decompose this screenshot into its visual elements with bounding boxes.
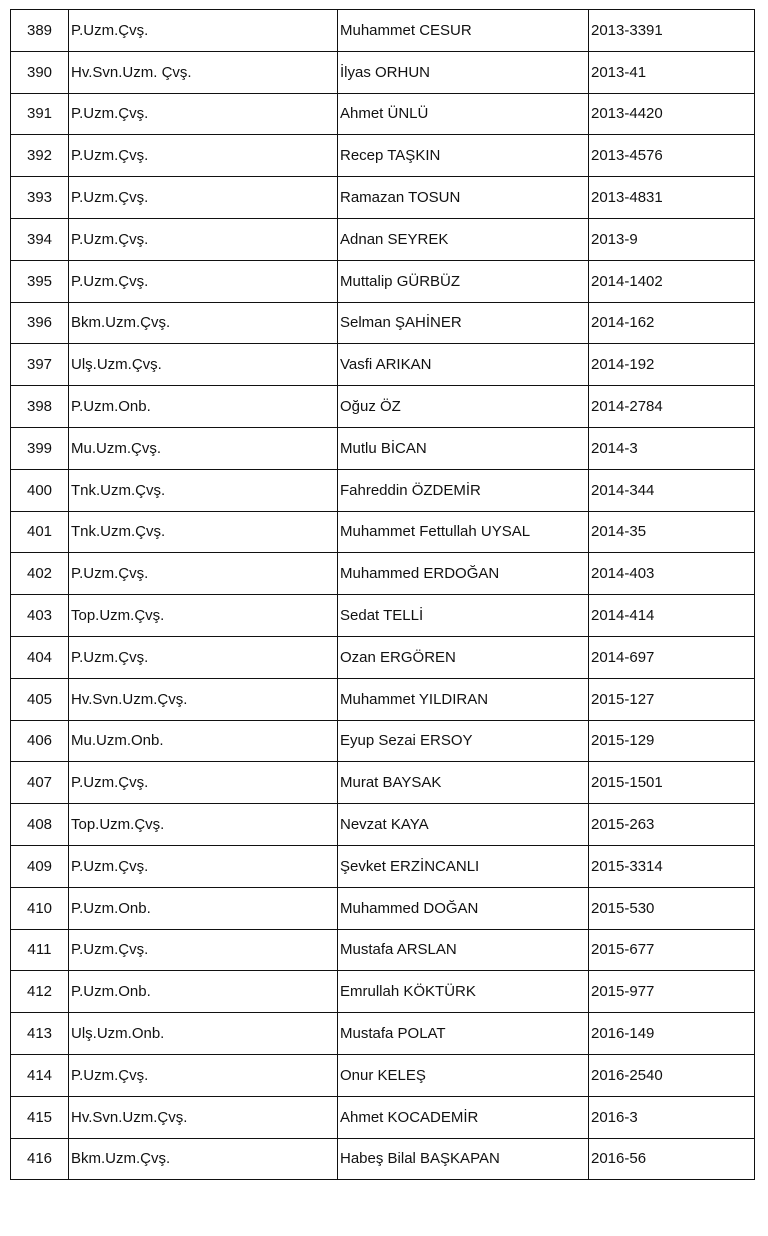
table-row bbox=[11, 553, 755, 595]
rank-cell: Mu.Uzm.Çvş. bbox=[69, 427, 338, 469]
row-number-cell: 410 bbox=[11, 887, 69, 929]
registry-id-cell: 2014-162 bbox=[589, 302, 755, 344]
row-number-cell: 394 bbox=[11, 218, 69, 260]
personnel-table bbox=[10, 9, 755, 1180]
row-number-cell: 416 bbox=[11, 1138, 69, 1180]
row-number-cell: 392 bbox=[11, 135, 69, 177]
row-number-cell: 411 bbox=[11, 929, 69, 971]
table-row bbox=[11, 177, 755, 219]
row-number-cell: 404 bbox=[11, 636, 69, 678]
rank-cell: Bkm.Uzm.Çvş. bbox=[69, 1138, 338, 1180]
rank-cell: P.Uzm.Çvş. bbox=[69, 929, 338, 971]
name-cell: Ozan ERGÖREN bbox=[338, 636, 589, 678]
table-row bbox=[11, 636, 755, 678]
name-cell: Selman ŞAHİNER bbox=[338, 302, 589, 344]
table-row bbox=[11, 427, 755, 469]
registry-id-cell: 2013-41 bbox=[589, 51, 755, 93]
rank-cell: Hv.Svn.Uzm. Çvş. bbox=[69, 51, 338, 93]
table-row bbox=[11, 10, 755, 52]
rank-cell: Bkm.Uzm.Çvş. bbox=[69, 302, 338, 344]
rank-cell: P.Uzm.Çvş. bbox=[69, 177, 338, 219]
name-cell: Recep TAŞKIN bbox=[338, 135, 589, 177]
name-cell: Muhammed DOĞAN bbox=[338, 887, 589, 929]
rank-cell: P.Uzm.Çvş. bbox=[69, 93, 338, 135]
table-row bbox=[11, 386, 755, 428]
rank-cell: P.Uzm.Çvş. bbox=[69, 636, 338, 678]
registry-id-cell: 2013-4831 bbox=[589, 177, 755, 219]
rank-cell: P.Uzm.Çvş. bbox=[69, 553, 338, 595]
registry-id-cell: 2013-9 bbox=[589, 218, 755, 260]
name-cell: Ahmet ÜNLÜ bbox=[338, 93, 589, 135]
name-cell: Murat BAYSAK bbox=[338, 762, 589, 804]
row-number-cell: 412 bbox=[11, 971, 69, 1013]
registry-id-cell: 2015-3314 bbox=[589, 845, 755, 887]
registry-id-cell: 2015-977 bbox=[589, 971, 755, 1013]
row-number-cell: 401 bbox=[11, 511, 69, 553]
table-row bbox=[11, 929, 755, 971]
row-number-cell: 414 bbox=[11, 1054, 69, 1096]
registry-id-cell: 2016-56 bbox=[589, 1138, 755, 1180]
name-cell: Vasfi ARIKAN bbox=[338, 344, 589, 386]
table-row bbox=[11, 1013, 755, 1055]
registry-id-cell: 2014-1402 bbox=[589, 260, 755, 302]
table-row bbox=[11, 135, 755, 177]
name-cell: Şevket ERZİNCANLI bbox=[338, 845, 589, 887]
rank-cell: Tnk.Uzm.Çvş. bbox=[69, 511, 338, 553]
name-cell: Emrullah KÖKTÜRK bbox=[338, 971, 589, 1013]
name-cell: Muttalip GÜRBÜZ bbox=[338, 260, 589, 302]
row-number-cell: 396 bbox=[11, 302, 69, 344]
row-number-cell: 403 bbox=[11, 595, 69, 637]
rank-cell: P.Uzm.Çvş. bbox=[69, 845, 338, 887]
personnel-list-page bbox=[10, 9, 754, 1180]
row-number-cell: 395 bbox=[11, 260, 69, 302]
table-row bbox=[11, 1096, 755, 1138]
registry-id-cell: 2015-677 bbox=[589, 929, 755, 971]
row-number-cell: 391 bbox=[11, 93, 69, 135]
row-number-cell: 390 bbox=[11, 51, 69, 93]
registry-id-cell: 2015-263 bbox=[589, 804, 755, 846]
row-number-cell: 402 bbox=[11, 553, 69, 595]
row-number-cell: 407 bbox=[11, 762, 69, 804]
table-row bbox=[11, 1054, 755, 1096]
table-row bbox=[11, 804, 755, 846]
registry-id-cell: 2014-344 bbox=[589, 469, 755, 511]
table-row bbox=[11, 595, 755, 637]
name-cell: Onur KELEŞ bbox=[338, 1054, 589, 1096]
registry-id-cell: 2016-2540 bbox=[589, 1054, 755, 1096]
registry-id-cell: 2013-4420 bbox=[589, 93, 755, 135]
rank-cell: P.Uzm.Onb. bbox=[69, 887, 338, 929]
rank-cell: Top.Uzm.Çvş. bbox=[69, 804, 338, 846]
name-cell: Ahmet KOCADEMİR bbox=[338, 1096, 589, 1138]
registry-id-cell: 2014-697 bbox=[589, 636, 755, 678]
registry-id-cell: 2014-403 bbox=[589, 553, 755, 595]
rank-cell: Ulş.Uzm.Çvş. bbox=[69, 344, 338, 386]
registry-id-cell: 2014-3 bbox=[589, 427, 755, 469]
name-cell: Fahreddin ÖZDEMİR bbox=[338, 469, 589, 511]
row-number-cell: 397 bbox=[11, 344, 69, 386]
rank-cell: P.Uzm.Çvş. bbox=[69, 762, 338, 804]
row-number-cell: 409 bbox=[11, 845, 69, 887]
rank-cell: Hv.Svn.Uzm.Çvş. bbox=[69, 678, 338, 720]
table-row bbox=[11, 344, 755, 386]
table-row bbox=[11, 51, 755, 93]
table-row bbox=[11, 845, 755, 887]
rank-cell: P.Uzm.Çvş. bbox=[69, 10, 338, 52]
row-number-cell: 399 bbox=[11, 427, 69, 469]
registry-id-cell: 2015-129 bbox=[589, 720, 755, 762]
name-cell: Habeş Bilal BAŞKAPAN bbox=[338, 1138, 589, 1180]
rank-cell: P.Uzm.Çvş. bbox=[69, 260, 338, 302]
rank-cell: Ulş.Uzm.Onb. bbox=[69, 1013, 338, 1055]
table-row bbox=[11, 469, 755, 511]
name-cell: Nevzat KAYA bbox=[338, 804, 589, 846]
registry-id-cell: 2015-127 bbox=[589, 678, 755, 720]
row-number-cell: 408 bbox=[11, 804, 69, 846]
rank-cell: Top.Uzm.Çvş. bbox=[69, 595, 338, 637]
row-number-cell: 393 bbox=[11, 177, 69, 219]
table-row bbox=[11, 678, 755, 720]
name-cell: Muhammet YILDIRAN bbox=[338, 678, 589, 720]
table-row bbox=[11, 218, 755, 260]
registry-id-cell: 2014-35 bbox=[589, 511, 755, 553]
table-row bbox=[11, 887, 755, 929]
table-row bbox=[11, 260, 755, 302]
table-row bbox=[11, 93, 755, 135]
registry-id-cell: 2013-4576 bbox=[589, 135, 755, 177]
row-number-cell: 389 bbox=[11, 10, 69, 52]
registry-id-cell: 2013-3391 bbox=[589, 10, 755, 52]
name-cell: Muhammet CESUR bbox=[338, 10, 589, 52]
registry-id-cell: 2014-2784 bbox=[589, 386, 755, 428]
registry-id-cell: 2014-192 bbox=[589, 344, 755, 386]
name-cell: Eyup Sezai ERSOY bbox=[338, 720, 589, 762]
name-cell: Adnan SEYREK bbox=[338, 218, 589, 260]
name-cell: Mustafa POLAT bbox=[338, 1013, 589, 1055]
name-cell: Oğuz ÖZ bbox=[338, 386, 589, 428]
rank-cell: P.Uzm.Çvş. bbox=[69, 135, 338, 177]
rank-cell: Tnk.Uzm.Çvş. bbox=[69, 469, 338, 511]
registry-id-cell: 2015-1501 bbox=[589, 762, 755, 804]
row-number-cell: 400 bbox=[11, 469, 69, 511]
name-cell: Ramazan TOSUN bbox=[338, 177, 589, 219]
rank-cell: Mu.Uzm.Onb. bbox=[69, 720, 338, 762]
rank-cell: P.Uzm.Onb. bbox=[69, 971, 338, 1013]
row-number-cell: 413 bbox=[11, 1013, 69, 1055]
table-body bbox=[11, 10, 755, 1180]
table-row bbox=[11, 302, 755, 344]
name-cell: Muhammet Fettullah UYSAL bbox=[338, 511, 589, 553]
registry-id-cell: 2016-149 bbox=[589, 1013, 755, 1055]
rank-cell: P.Uzm.Çvş. bbox=[69, 1054, 338, 1096]
name-cell: Mutlu BİCAN bbox=[338, 427, 589, 469]
table-row bbox=[11, 971, 755, 1013]
table-row bbox=[11, 762, 755, 804]
name-cell: Mustafa ARSLAN bbox=[338, 929, 589, 971]
registry-id-cell: 2014-414 bbox=[589, 595, 755, 637]
name-cell: İlyas ORHUN bbox=[338, 51, 589, 93]
name-cell: Sedat TELLİ bbox=[338, 595, 589, 637]
registry-id-cell: 2016-3 bbox=[589, 1096, 755, 1138]
rank-cell: P.Uzm.Çvş. bbox=[69, 218, 338, 260]
row-number-cell: 406 bbox=[11, 720, 69, 762]
registry-id-cell: 2015-530 bbox=[589, 887, 755, 929]
row-number-cell: 405 bbox=[11, 678, 69, 720]
row-number-cell: 398 bbox=[11, 386, 69, 428]
table-row bbox=[11, 511, 755, 553]
rank-cell: Hv.Svn.Uzm.Çvş. bbox=[69, 1096, 338, 1138]
row-number-cell: 415 bbox=[11, 1096, 69, 1138]
name-cell: Muhammed ERDOĞAN bbox=[338, 553, 589, 595]
table-row bbox=[11, 1138, 755, 1180]
table-row bbox=[11, 720, 755, 762]
rank-cell: P.Uzm.Onb. bbox=[69, 386, 338, 428]
